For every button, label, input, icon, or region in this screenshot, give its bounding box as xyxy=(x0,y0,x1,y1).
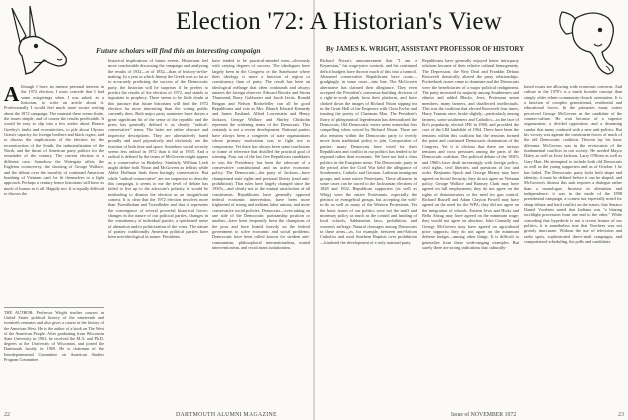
column-1-text: lthough I have an intense personal interest in the 1972 election, I must concede that I had some misgivings when I was asked, as a historian, to write an article about it. Professionally I would feel much more secure writing about the 1872 campaign. The material there seems finite, the issues simple, and of course the results predictable. It would be easy to slip into a few asides about Horace Greeley's faults and eccentricities, to pile about Ulysses Grant's capacity for foreign brothers and black cigars, and to discuss the implications of the election for the reconstruction of the South, the industrialization of the North, and the thrust of American party politics for the remainder of the century. The current election is a different case. Somehow the Watergate affair, the Eagleton controversy, the shooting of George Wallace, and the debate over the morality of continued American bombing of Vietnam can't be fit themselves to a fight approach. Perhaps a century hence historians will have as much of humor as it all. Happily not. It is equally difficult to discuss the xyxy=(4,84,104,196)
article-title: Election '72: A Historian's View xyxy=(176,8,502,35)
donkey-cartoon-illustration xyxy=(2,2,72,76)
magazine-name: DARTMOUTH ALUMNI MAGAZINE xyxy=(176,412,277,418)
page-number-left: 22 xyxy=(4,412,10,418)
article-byline: By JAMES K. WRIGHT, ASSISTANT PROFESSOR OF HISTORY xyxy=(326,46,525,53)
text-column-4 xyxy=(320,58,417,408)
column-6-text: based issues are allowing wide economic concerns. And culture in the 1970's is a much broader concept than simply older ethnic-community-church orientation. It is a function of complex generational, residential and educational forces. In the primaries many voters perceived George McGovern as the candidate of the counter-culture. He won because of a superior organization, a divided opposition, and a disarming candor that many confused with a new anti-politics. But his victory was against the constituent forces of much of the old Democratic coalition. Therein lay his basic dilemma. McGovern was in the revisionists of the fundamental conflicts in our society. He needed Mayor Daley as well as Jesse Jackson, Larry O'Brien as well as Gary Hart. He attempted to include both old Democrats as well as the young supporters and as of October 1 he has failed. The Democratic party lacks both shape and identity; it must be defined before it can be shaped, and McGovern's distrust this task requires a dialogue rather than a monologue. Increase in alienation and independence: it was in the mode of the 1898 presidential campaign, a contest not especially noted for sharp debate and hard conflict on the issues, that Senator Daniel Voorhees noted that Indiana was "a blazing torchlight procession from one end to the other." While conceding that hyperbole is not a recent feature of our politics, it is nonetheless true that Voorhees was not grossly inaccurate. Without the use of television and radio spots, sophisticated direct-mail campaigns, and computerized scheduling, the polls and candidates xyxy=(524,84,622,244)
column-2-text: historical implications of future events. Historians feel more comfortable discussing the campaign and analyzing the results of 1932—or of 1832—than of history-in-the-making. In a year in which Jimmy the Greek was so far as to accurately predicting the success of the Democratic party, the historian will be surprises if he prefers to predict the results of the election of 1972, and stands to ingratiate to prophecy. There seems to be little doubt at this juncture that future historians will find the 1972 election far more interesting than the voting public currently does. Both major party nominees have drawn a great significant bit of the sense of the republic and the press has generally defined it as clearly "radical-conservative" terms. The latter are rather obscure and imprecise descriptions. They are alternatively hated proudly and used pejoratively and obviously are the function of both time and space. Somehow social security seems less radical in 1972 than it did in 1935. And a radical is defined by the terms of McGovern might appear as a conservative in Berkeley. Similarly William Loeb might define both Nixon and McGovern as leftists while Abbie Hoffman finds them boringly conservative. But while "radical-conservative" are too imprecise to describe this campaign, it seems to me the level of debate has failed to live up to the advocate's polarity, it would be misleading to dismiss the election as an insignificant contest. It is clear that the 1972 election involves more than Tweedledum and Tweedledee and that it represents the convergence of several powerful historical forces: changes in the nature of our political parties, changes in the constituency of individual parties, a quickened sense of alienation and/or politicization of the voter. The nature of parties: traditionally American political parties have been non-ideological in nature. Presidents xyxy=(108,58,208,240)
drop-cap: A xyxy=(4,84,20,106)
text-column-2 xyxy=(108,58,208,408)
column-4-text: Richard Nixon's announcement that "I am a Keynesian," his wage-price controls, and his continued deficit budgets have thrown much of this into a turmoil. Alienated conservative Republicans have come—grudgingly, in some cases—into line. The McGovern alternative has claimed their allegiance. They even accepted the President's consensus-building decision of a right-to-work plank from their platform, and have choked down the images of Richard Nixon sipping tea in the Great Hall of the Emperors with Chou En-lai and toasting the poetry of Chairman Mao. The President's flurry of phlegmatical legerdemain has demoralized the Democrats. Old Democratic voters seem somewhat less compelling when voiced by Richard Nixon. There are also tensions within the Democratic party to overtly move from traditional policy to join. Composition of parties: many Democrats have voted for their Republicans and conflict in our politics has tended to be regional rather than economic. We have not had a class politics in the European sense. The Democratic party in the period after the Civil War held the allegiance of Southerners, Catholic and German. Lutheran immigrant groups, and some native Protestants. These alliances in some cases can be traced to the Jacksonian elections of 1828 and 1832. Republican supporters (as well as Whig) were the native Protestants, especially the pietistic or evangelical groups, but accepting the well-to-do as well as many of the Western Protestants. Yet the basic issues of our politics were not the tariff and monetary policy as much as the control and funding of local schools, Sabbatarian laws, prohibition, and women's suffrage. Natural cleavages among Democrats in these areas—as, for example, between anti-Saloon Catholics and rural Southern Baptists over prohibition—hindered the development of a truly national party. xyxy=(320,58,417,245)
text-column-6 xyxy=(524,84,622,408)
column-3-text: have tended to be practical-minded men—obviously with varying degrees of success. The ideologues have largely been in the Congress or the Statehouse where their ideology is more a function of region or constituency than of party. The result has been an ideological mélange that often confounds and always amazes the foreign observer. Edward Brooke and Strom Thurmond, Barry Goldwater and Jacob Javits, Ronald Reagan and Nelson Rockefeller can all be good Republicans and vote as Mrs. Blanch Edward Kennedy and James Eastland, Allard Lowenstein and Henry Jackson, George Wallace and Shirley Chisholm represent the widening terms of the Democrats. This certainly is not a recent development. National parties have always been a congeries of state organizations whose primary motivation was to fight not to compromise. Yet there has always been some touchstone or frame of reference that distilled the practical goal of winning. Four out of the last five Republican candidates to win the Presidency has been the advocate of a conservative constitutional and an active economic policy. The Democratic—the party of Jackson—have championed state rights and personal liberty (read anti-prohibition). That rules have largely changed since the 1930's—and clearly not to the mutual satisfaction of all constituents. Republicans have generally opposed federal economic intervention, have been more frightened of strong and militant labor unions, and more conservative social policies. Democrats—even taking on one side of the Democratic partisanship position or another—have been frequently been the champions of the poor and have leaned heavily on the federal government to solve economic and social problems. Democratic have been called known for strident anti-communism, philosophical internationalism, muted interventionism, and recalcitrant isolationism. xyxy=(212,58,310,251)
elephant-cartoon-illustration xyxy=(554,4,624,78)
text-column-5 xyxy=(422,58,519,408)
issue-date: Issue of NOVEMBER 1972 xyxy=(451,412,517,418)
page-number-right: 23 xyxy=(618,412,624,418)
author-note: THE AUTHOR: Professor Wright teaches courses in United States political history of the nineteenth and twentieth centuries and also gives a course in the history of the American West. He is the author of a book on The West of the American People. After graduating from Wisconsin State University in 1963, he received the M.A. and Ph.D. degrees at the University of Wisconsin, and joined the Dartmouth faculty in 1969. He is chairman of the Interdepartmental Committee on American Studies Program Committee. xyxy=(4,307,104,410)
column-5-text: Republicans have generally enjoyed better intra-party relations because of their relative cultural homogeneity. The Depression, the New Deal and Franklin Delano Roosevelt drastically altered the party relationships. Pocketbook issues came to dominate and the Democrats were the beneficiaries of a major political realignment. The party increased its majority among Southerners and ethnics and added Blacks, Jews, Protestant union members, many farmers, and disaffected intellectuals. This was the coalition that elected Roosevelt four times, Harry Truman once, broke slightly—particularly among farmers, some southerners and Catholics—in the face of Ike's popularity, elected JFK in 1960, and provided the core of the LBJ landslide of 1964. There have been the tensions within this coalition but the tensions formed the point and continued Democratic domination of the Congress. Yet it is obvious that there are serious tensions and cross pressures among the parts of the Democratic coalition. The political debate of the 1950's and 1960's have dealt increasingly with foreign policy, civil rights, civil liberties, and questions of law and order. Benjamin Spock and George Meany may have agreed on Social Security; they do not agree on Vietnam policy. George Wallace and Ramsey Clark may have agreed on full employment; they do not agree on the rights of demonstrators or the need for gun control. Richard Russell and Adam Clayton Powell may have agreed on the need for the WPA; they did not agree on the integration of schools. Eastern Jews and Hicks and Bella Abzug may have agreed on the minimum wage; they would not agree on abortion. John Connally and George McGovern may have agreed on agricultural price supports; they do not agree on the minimum defense budget—among other things. It is difficult to generalize from these wide-ranging examples. But surely there are strong indications that culturally- xyxy=(422,58,519,251)
text-column-1 xyxy=(4,84,104,302)
text-column-3 xyxy=(212,58,310,408)
article-subtitle: Future scholars will find this an interesting campaign xyxy=(96,46,261,55)
